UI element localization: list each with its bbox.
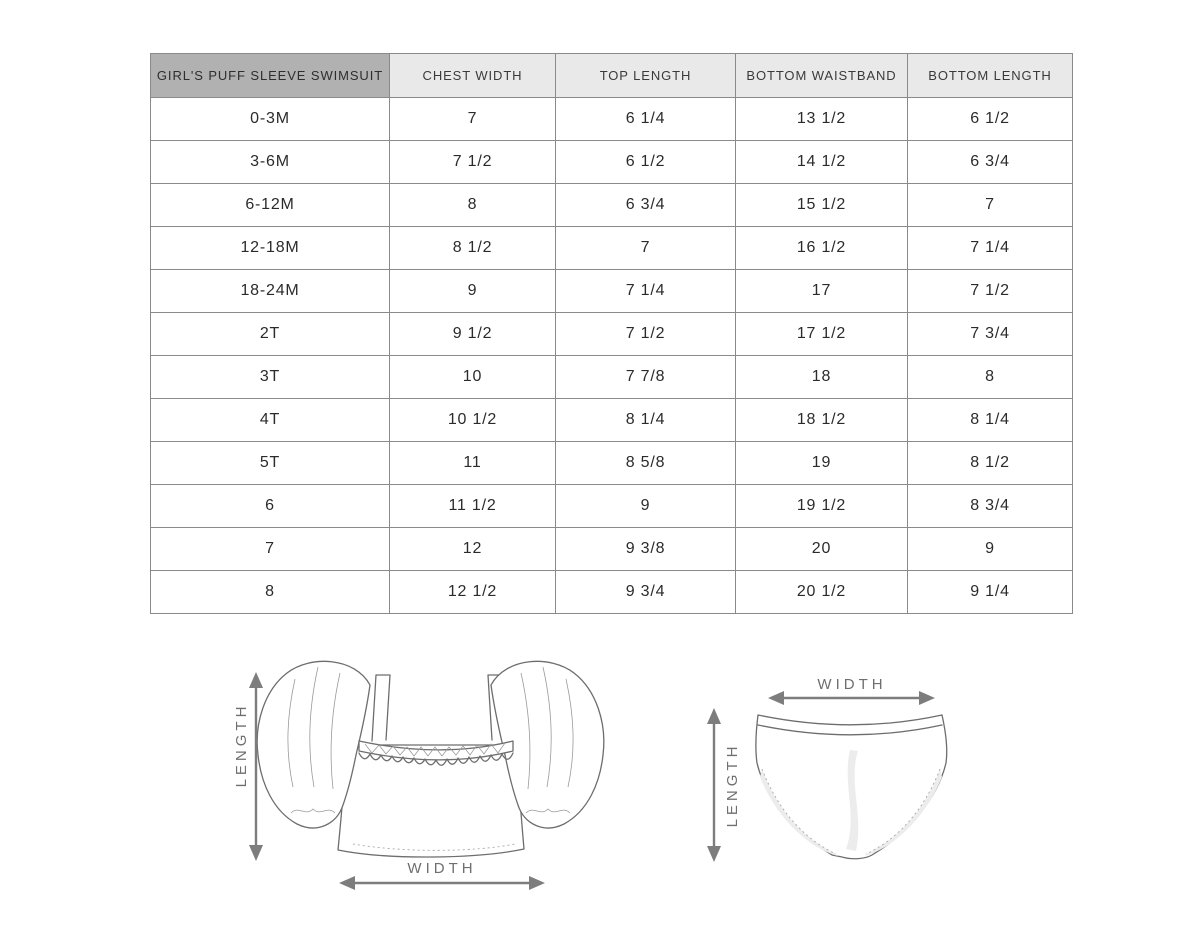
- bottom-width-arrow: [768, 691, 935, 705]
- swim-top-bodice: [338, 745, 524, 857]
- size-cell: 8: [151, 571, 390, 614]
- measurement-cell: 7 1/2: [556, 313, 736, 356]
- measurement-cell: 15 1/2: [736, 184, 908, 227]
- measurement-cell: 20 1/2: [736, 571, 908, 614]
- measurement-cell: 17: [736, 270, 908, 313]
- size-cell: 2T: [151, 313, 390, 356]
- bottom-length-label: LENGTH: [723, 742, 741, 828]
- measurement-cell: 12 1/2: [390, 571, 556, 614]
- size-cell: 18-24M: [151, 270, 390, 313]
- size-chart-table-container: [150, 53, 1072, 614]
- table-row: [151, 141, 1073, 184]
- swim-bottom-figure: [700, 665, 1030, 910]
- table-row: [151, 571, 1073, 614]
- measurement-cell: 7 1/4: [908, 227, 1073, 270]
- measurement-cell: 17 1/2: [736, 313, 908, 356]
- measurement-cell: 8 1/2: [908, 442, 1073, 485]
- measurement-cell: 14 1/2: [736, 141, 908, 184]
- size-cell: 6: [151, 485, 390, 528]
- measurement-cell: 19 1/2: [736, 485, 908, 528]
- table-row: [151, 313, 1073, 356]
- size-cell: 7: [151, 528, 390, 571]
- size-cell: 12-18M: [151, 227, 390, 270]
- table-row: [151, 356, 1073, 399]
- measurement-cell: 9: [556, 485, 736, 528]
- bottom-width-label: WIDTH: [817, 676, 887, 693]
- measurement-cell: 8 5/8: [556, 442, 736, 485]
- measurement-cell: 16 1/2: [736, 227, 908, 270]
- measurement-cell: 6 3/4: [556, 184, 736, 227]
- measurement-cell: 9 1/4: [908, 571, 1073, 614]
- measurement-cell: 9: [908, 528, 1073, 571]
- measurement-cell: 8 1/4: [556, 399, 736, 442]
- measurement-cell: 7: [390, 98, 556, 141]
- size-cell: 0-3M: [151, 98, 390, 141]
- measurement-cell: 6 1/2: [908, 98, 1073, 141]
- measurement-cell: 8 1/4: [908, 399, 1073, 442]
- table-row: [151, 442, 1073, 485]
- swim-top-straps: [372, 675, 506, 741]
- column-header-top-length: TOP LENGTH: [556, 54, 736, 98]
- measurement-cell: 10: [390, 356, 556, 399]
- measurement-cell: 7 1/2: [908, 270, 1073, 313]
- column-header-chest-width: CHEST WIDTH: [390, 54, 556, 98]
- measurement-cell: 9 1/2: [390, 313, 556, 356]
- measurement-cell: 8: [390, 184, 556, 227]
- measurement-cell: 19: [736, 442, 908, 485]
- measurement-cell: 8: [908, 356, 1073, 399]
- measurement-cell: 6 1/4: [556, 98, 736, 141]
- measurement-cell: 20: [736, 528, 908, 571]
- measurement-cell: 11: [390, 442, 556, 485]
- measurement-cell: 10 1/2: [390, 399, 556, 442]
- size-cell: 3T: [151, 356, 390, 399]
- table-row: [151, 399, 1073, 442]
- measurement-cell: 6 1/2: [556, 141, 736, 184]
- column-header-bottom-waistband: BOTTOM WAISTBAND: [736, 54, 908, 98]
- measurement-cell: 18 1/2: [736, 399, 908, 442]
- measurement-cell: 8 3/4: [908, 485, 1073, 528]
- table-row: [151, 485, 1073, 528]
- table-title-header: GIRL'S PUFF SLEEVE SWIMSUIT: [151, 54, 390, 98]
- measurement-cell: 7 1/4: [556, 270, 736, 313]
- size-chart-table: [150, 53, 1073, 614]
- measurement-cell: 7 1/2: [390, 141, 556, 184]
- bottom-length-arrow: [707, 708, 721, 862]
- measurement-cell: 11 1/2: [390, 485, 556, 528]
- size-cell: 5T: [151, 442, 390, 485]
- top-width-arrow: [339, 876, 545, 890]
- size-cell: 4T: [151, 399, 390, 442]
- column-header-bottom-length: BOTTOM LENGTH: [908, 54, 1073, 98]
- table-row: [151, 98, 1073, 141]
- table-row: [151, 184, 1073, 227]
- swim-bottom-sketch: [700, 665, 1030, 910]
- measurement-cell: 7 7/8: [556, 356, 736, 399]
- measurement-cell: 9 3/4: [556, 571, 736, 614]
- measurement-cell: 12: [390, 528, 556, 571]
- table-row: [151, 528, 1073, 571]
- size-cell: 3-6M: [151, 141, 390, 184]
- measurement-cell: 7 3/4: [908, 313, 1073, 356]
- measurement-cell: 13 1/2: [736, 98, 908, 141]
- table-row: [151, 270, 1073, 313]
- swim-top-figure: [225, 645, 605, 920]
- swim-top-sketch: [225, 645, 605, 920]
- size-cell: 6-12M: [151, 184, 390, 227]
- size-table-body: [151, 98, 1073, 614]
- measurement-cell: 8 1/2: [390, 227, 556, 270]
- measurement-cell: 6 3/4: [908, 141, 1073, 184]
- measurement-cell: 9: [390, 270, 556, 313]
- header-row: [151, 54, 1073, 98]
- measurement-cell: 7: [908, 184, 1073, 227]
- table-row: [151, 227, 1073, 270]
- top-width-label: WIDTH: [407, 860, 477, 877]
- measurement-cell: 9 3/8: [556, 528, 736, 571]
- measurement-cell: 18: [736, 356, 908, 399]
- measurement-cell: 7: [556, 227, 736, 270]
- top-length-label: LENGTH: [232, 702, 250, 788]
